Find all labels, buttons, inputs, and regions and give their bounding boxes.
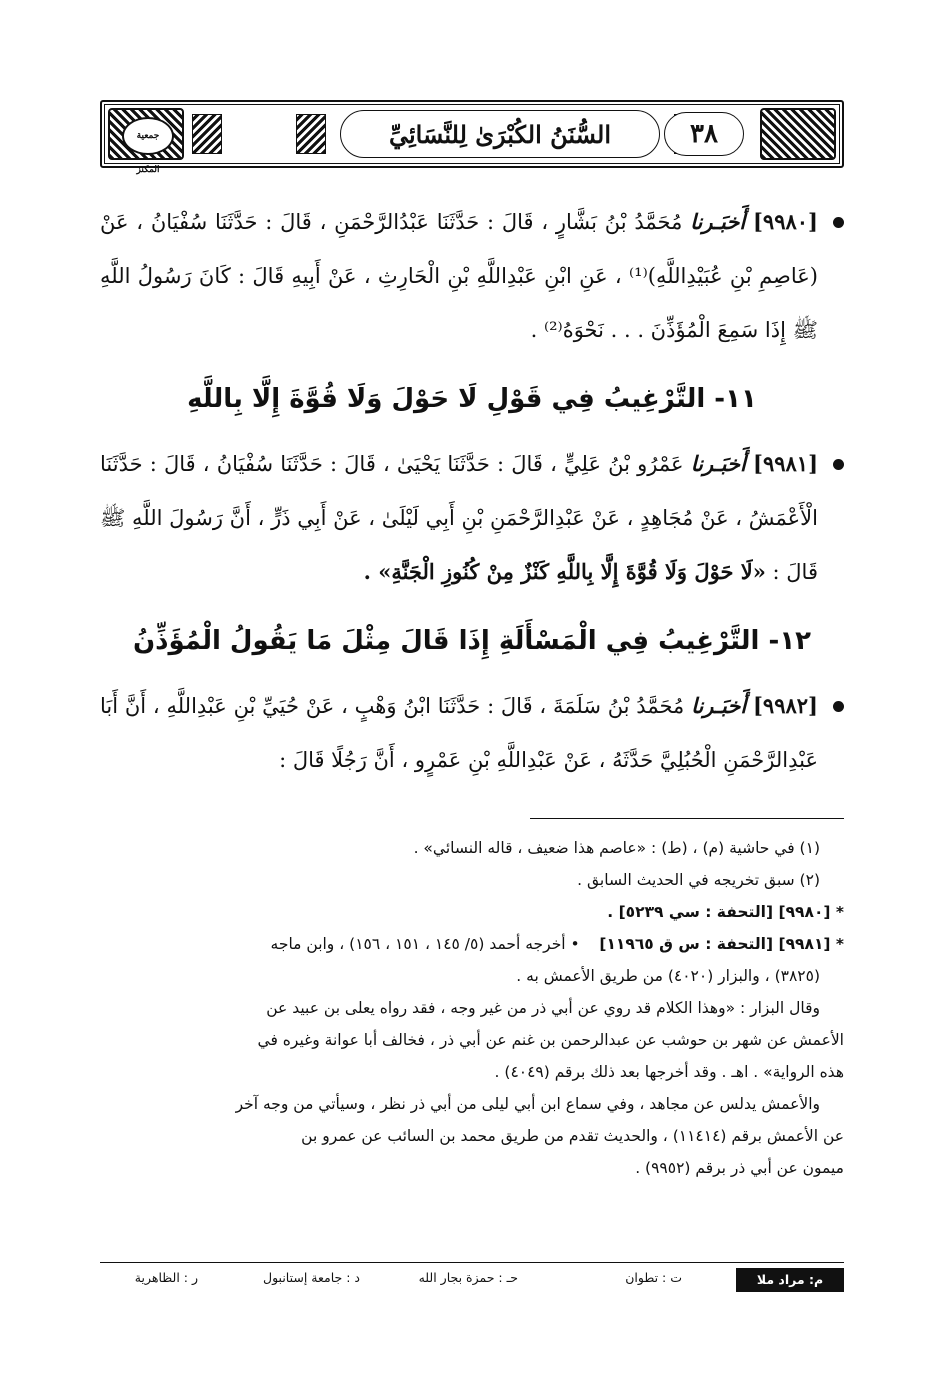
akhbarana-word: أَخبَـرنا	[690, 451, 746, 476]
takhrij-line-2: (٣٨٢٥) ، والبزار (٤٠٢٠) من طريق الأعمش به .	[516, 967, 820, 985]
source-d: د : جامعة إستانبول	[263, 1270, 360, 1285]
book-title-box	[340, 110, 660, 158]
source-t: ت : تطوان	[625, 1270, 682, 1285]
source-badge-m: م: مراد ملا	[736, 1268, 844, 1292]
hadith-text: مُحَمَّدُ بْنُ بَشَّارٍ ، قَالَ : حَدَّثَنَا عَبْدُالرَّحْمَنِ ، قَالَ : حَدَّثَنَا سُفْيَانُ ، عَنْ (عَاصِمِ بْنِ عُبَيْدِاللَّهِ)⁽¹⁾ ، عَنِ ابْنِ عَبْدِاللَّهِ بْنِ الْحَارِثِ ، عَنْ أَبِيهِ قَالَ : كَانَ رَسُولُ اللَّهِ ﷺ إِذَا سَمِعَ الْمُؤَذِّنَ . . . نَحْوَهُ⁽²⁾ .	[100, 210, 818, 342]
hadith-text: عَمْرُو بْنُ عَلِيٍّ ، قَالَ : حَدَّثَنَا يَحْيَىٰ ، قَالَ : حَدَّثَنَا سُفْيَانُ ، قَالَ : حَدَّثَنَا الْأَعْمَشُ ، عَنْ مُجَاهِدٍ ، عَنْ عَبْدِالرَّحْمَنِ بْنِ أَبِي لَيْلَىٰ ، عَنْ أَبِي ذَرٍّ ، أَنَّ رَسُولَ اللَّهِ ﷺ قَالَ :	[100, 452, 818, 584]
footnote-2: (٢) سبق تخريجه في الحديث السابق .	[577, 871, 820, 889]
amash-line-3: ميمون عن أبي ذر برقم (٩٩٥٢) .	[635, 1159, 844, 1177]
hadith-text: مُحَمَّدُ بْنُ سَلَمَةَ ، قَالَ : حَدَّثَنَا ابْنُ وَهْبٍ ، عَنْ حُيَيِّ بْنِ عَبْدِاللَّهِ ، أَنَّ أَبَا عَبْدِالرَّحْمَنِ الْحُبُلِيَّ حَدَّثَهُ ، عَنْ عَبْدِاللَّهِ بْنِ عَمْرٍو ، أَنَّ رَجُلًا قَالَ :	[100, 694, 818, 772]
manuscript-sources	[100, 1268, 844, 1294]
footnote-1: (١) في حاشية (م) ، (ط) : «عاصم هذا ضعيف ، قاله النسائي» .	[413, 839, 820, 857]
bottom-rule	[100, 1262, 844, 1263]
bullet-icon	[833, 217, 844, 228]
chapter-heading-11: ١١- التَّرْغِيبُ فِي قَوْلِ لَا حَوْلَ وَلَا قُوَّةَ إِلَّا بِاللَّهِ	[187, 384, 757, 414]
ornament-knot-mid	[296, 114, 326, 154]
bazzar-line-1: وقال البزار : «وهذا الكلام قد روي عن أبي ذر من غير وجه ، فقد رواه يعلى بن عبيد عن	[266, 999, 820, 1017]
footnote-separator	[530, 818, 844, 819]
source-r: ر : الظاهرية	[134, 1270, 198, 1285]
prophetic-quote: «لَا حَوْلَ وَلَا قُوَّةَ إِلَّا بِاللَّهِ كَنْزٌ مِنْ كُنُوزِ الْجَنَّةِ» .	[363, 559, 766, 584]
amash-line-1: والأعمش يدلس عن مجاهد ، وفي سماع ابن أبي ليلى من أبي ذر نظر ، وسيأتي من وجه آخر	[235, 1095, 820, 1113]
bullet-icon	[833, 701, 844, 712]
chapter-heading-12: ١٢- التَّرْغِيبُ فِي الْمَسْأَلَةِ إِذَا قَالَ مِثْلَ مَا يَقُولُ الْمُؤَذِّنُ	[132, 626, 812, 656]
book-title: السُّنَنُ الكُبْرَىٰ لِلنَّسَائِيِّ	[388, 119, 612, 149]
page-number: ٣٨	[690, 119, 718, 149]
seal-text: جمعية المكنز	[136, 131, 160, 175]
main-text	[100, 195, 844, 787]
bullet-icon	[833, 459, 844, 470]
ornament-left	[108, 108, 184, 175]
hadith-9980	[100, 195, 844, 357]
publisher-seal-icon	[122, 117, 174, 175]
amash-line-2: عن الأعمش برقم (١١٤١٤) ، والحديث تقدم من طريق محمد بن السائب عن عمرو بن	[301, 1127, 844, 1145]
hadith-number: [٩٩٨٢]	[752, 693, 818, 718]
page-number-box	[664, 112, 744, 156]
tuhfa-9981-ref: * [٩٩٨١] [التحفة : س ق ١١٩٦٥]	[599, 935, 844, 953]
source-h: حـ : حمزة بجار الله	[418, 1270, 518, 1285]
tuhfa-9980: * [٩٩٨٠] [التحفة : سي ٥٢٣٩] .	[607, 903, 844, 921]
bazzar-line-3: هذه الرواية» . اهـ . وقد أخرجها بعد ذلك برقم (٤٠٤٩) .	[494, 1063, 844, 1081]
page-header	[100, 100, 844, 175]
ornament-right	[760, 108, 836, 160]
hadith-9982	[100, 679, 844, 787]
tuhfa-9981	[100, 928, 844, 960]
bazzar-line-2: الأعمش عن شهر بن حوشب عن عبدالرحمن بن غنم عن أبي ذر ، فخالف أبا عوانة وغيره في	[257, 1031, 844, 1049]
akhbarana-word: أَخبَـرنا	[691, 693, 747, 718]
hadith-9981	[100, 437, 844, 599]
hadith-number: [٩٩٨٠]	[752, 209, 818, 234]
akhbarana-word: أَخبَـرنا	[690, 209, 746, 234]
footnotes	[100, 832, 844, 1184]
ornament-knot-left	[192, 114, 222, 154]
hadith-number: [٩٩٨١]	[753, 451, 818, 476]
tuhfa-9981-takhrij: • أخرجه أحمد (٥/ ١٤٥ ، ١٥١ ، ١٥٦) ، وابن ماجه	[270, 935, 580, 953]
